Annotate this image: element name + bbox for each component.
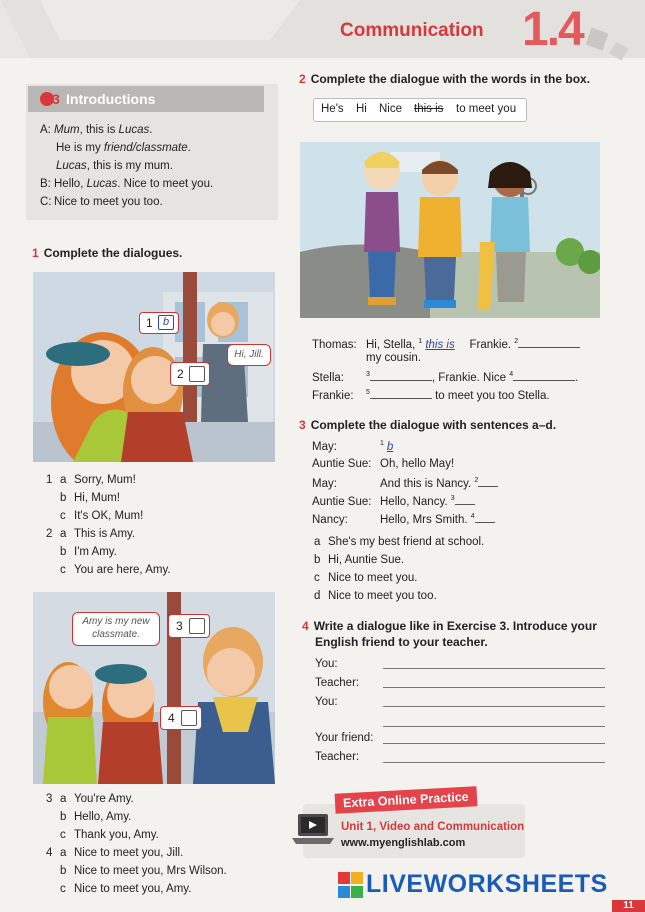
ex1-q3c: c Thank you, Amy. <box>60 829 159 841</box>
ex2-blank-4[interactable] <box>513 370 575 381</box>
speech-bubble-jill: Hi, Jill. <box>227 344 271 366</box>
intro-title: Introductions <box>66 91 156 107</box>
ex3-blank-4[interactable] <box>475 512 495 523</box>
ex3-line-3: May: And this is Nancy. $^2$ <box>312 476 498 490</box>
intro-exercise-number: 3 <box>52 91 60 107</box>
ex4-heading-2: English friend to your teacher. <box>315 635 488 649</box>
intro-line-1: A: Mum, this is Lucas. <box>40 124 153 136</box>
ex4-write-line-4[interactable] <box>383 726 605 727</box>
ex1-q1b: b Hi, Mum! <box>60 492 120 504</box>
ex3-blank-2[interactable] <box>478 476 498 487</box>
ex3-option-d: d Nice to meet you too. <box>314 590 437 602</box>
ex4-label-1: You: <box>315 658 338 670</box>
page-number: 11 <box>612 900 645 912</box>
ex4-write-line-2[interactable] <box>383 687 605 688</box>
speech-bubble-classmate: Amy is my new classmate. <box>72 612 160 646</box>
ex1-q4b: b Nice to meet you, Mrs Wilson. <box>60 865 227 877</box>
ex2-line-thomas: Thomas: Hi, Stella, $^1$ this is Frankie. $^2$ <box>312 337 580 351</box>
ex1-q3a: 3 a You're Amy. <box>46 793 134 805</box>
ex2-line-frankie: Frankie: $^5$ to meet you too Stella. <box>312 389 550 402</box>
intro-line-4: B: Hello, Lucas. Nice to meet you. <box>40 178 214 190</box>
liveworksheets-logo-icon <box>338 872 364 900</box>
ex1-q1c: c It's OK, Mum! <box>60 510 144 522</box>
section-title: Communication <box>340 20 484 41</box>
ex4-write-line-6[interactable] <box>383 762 605 763</box>
ex1-q4a: 4 a Nice to meet you, Jill. <box>46 847 184 859</box>
ex4-write-line-1[interactable] <box>383 668 605 669</box>
ex3-line-4: Auntie Sue: Hello, Nancy. $^3$ <box>312 494 475 508</box>
answer-badge-3: 3 <box>168 614 210 638</box>
ex3-answer-1[interactable]: b <box>386 440 394 453</box>
ex1-q1a: 1 a Sorry, Mum! <box>46 474 136 486</box>
ex2-answer-1[interactable]: this is <box>425 339 455 351</box>
ex3-option-a: a She's my best friend at school. <box>314 536 485 548</box>
answer-badge-4: 4 <box>160 706 202 730</box>
ex3-line-2: Auntie Sue: Oh, hello May! <box>312 458 455 470</box>
ex3-blank-3[interactable] <box>455 494 475 505</box>
answer-badge-1: 1 b <box>139 312 179 334</box>
intro-line-3: Lucas, this is my mum. <box>56 160 173 172</box>
ex2-blank-3[interactable] <box>370 370 432 381</box>
answer-box-2[interactable] <box>189 366 205 382</box>
word-1: He's <box>321 103 344 115</box>
answer-box-1[interactable]: b <box>158 315 174 330</box>
ex3-line-5: Nancy: Hello, Mrs Smith. $^4$ <box>312 512 495 526</box>
ex4-label-2: Teacher: <box>315 677 360 689</box>
ex3-option-b: b Hi, Auntie Sue. <box>314 554 405 566</box>
liveworksheets-brand: LIVEWORKSHEETS <box>366 870 608 898</box>
extra-practice-banner: Extra Online Practice <box>335 786 478 813</box>
ex2-line-stella: Stella: $^3$ , Frankie. Nice $^4$ . <box>312 371 579 384</box>
word-5: to meet you <box>456 103 517 115</box>
ex1-q4c: c Nice to meet you, Amy. <box>60 883 192 895</box>
answer-badge-2: 2 <box>170 362 210 386</box>
ex3-line-1: May: $^1$ b <box>312 440 409 453</box>
word-box <box>313 98 527 122</box>
ex4-write-line-5[interactable] <box>383 743 605 744</box>
ex4-label-3: You: <box>315 696 338 708</box>
ex1-q2c: c You are here, Amy. <box>60 564 171 576</box>
ex1-q3b: b Hello, Amy. <box>60 811 132 823</box>
answer-box-4[interactable] <box>181 710 197 726</box>
ex1-q2b: b I'm Amy. <box>60 546 117 558</box>
intro-line-5: C: Nice to meet you too. <box>40 196 163 208</box>
ex4-label-6: Teacher: <box>315 751 360 763</box>
ex2-blank-2[interactable] <box>518 337 580 348</box>
ex2-picture <box>300 142 600 318</box>
ex4-label-5: Your friend: <box>315 732 374 744</box>
introductions-header <box>28 86 264 112</box>
ex1-picture-1 <box>33 272 275 462</box>
extra-practice-url[interactable]: www.myenglishlab.com <box>341 837 466 849</box>
answer-box-3[interactable] <box>189 618 205 634</box>
word-4-used: this is <box>414 103 444 115</box>
intro-line-2: He is my friend/classmate. <box>56 142 191 154</box>
ex3-option-c: c Nice to meet you. <box>314 572 418 584</box>
word-2: Hi <box>356 103 367 115</box>
ex2-heading: 2 Complete the dialogue with the words in the box. <box>299 72 591 86</box>
ex2-blank-5[interactable] <box>370 388 432 399</box>
ex2-line-thomas-cont: my cousin. <box>366 352 421 364</box>
word-3: Nice <box>379 103 403 115</box>
lesson-number: 1.4 <box>522 3 583 56</box>
laptop-icon <box>292 812 334 850</box>
ex1-q2a: 2 a This is Amy. <box>46 528 136 540</box>
ex4-heading-1: 4 Write a dialogue like in Exercise 3. Introduce your <box>302 619 597 633</box>
ex4-write-line-3[interactable] <box>383 706 605 707</box>
extra-practice-title: Unit 1, Video and Communication <box>341 821 525 833</box>
ex1-heading: 1 Complete the dialogues. <box>32 246 183 260</box>
ex3-heading: 3 Complete the dialogue with sentences a–d. <box>299 418 557 432</box>
